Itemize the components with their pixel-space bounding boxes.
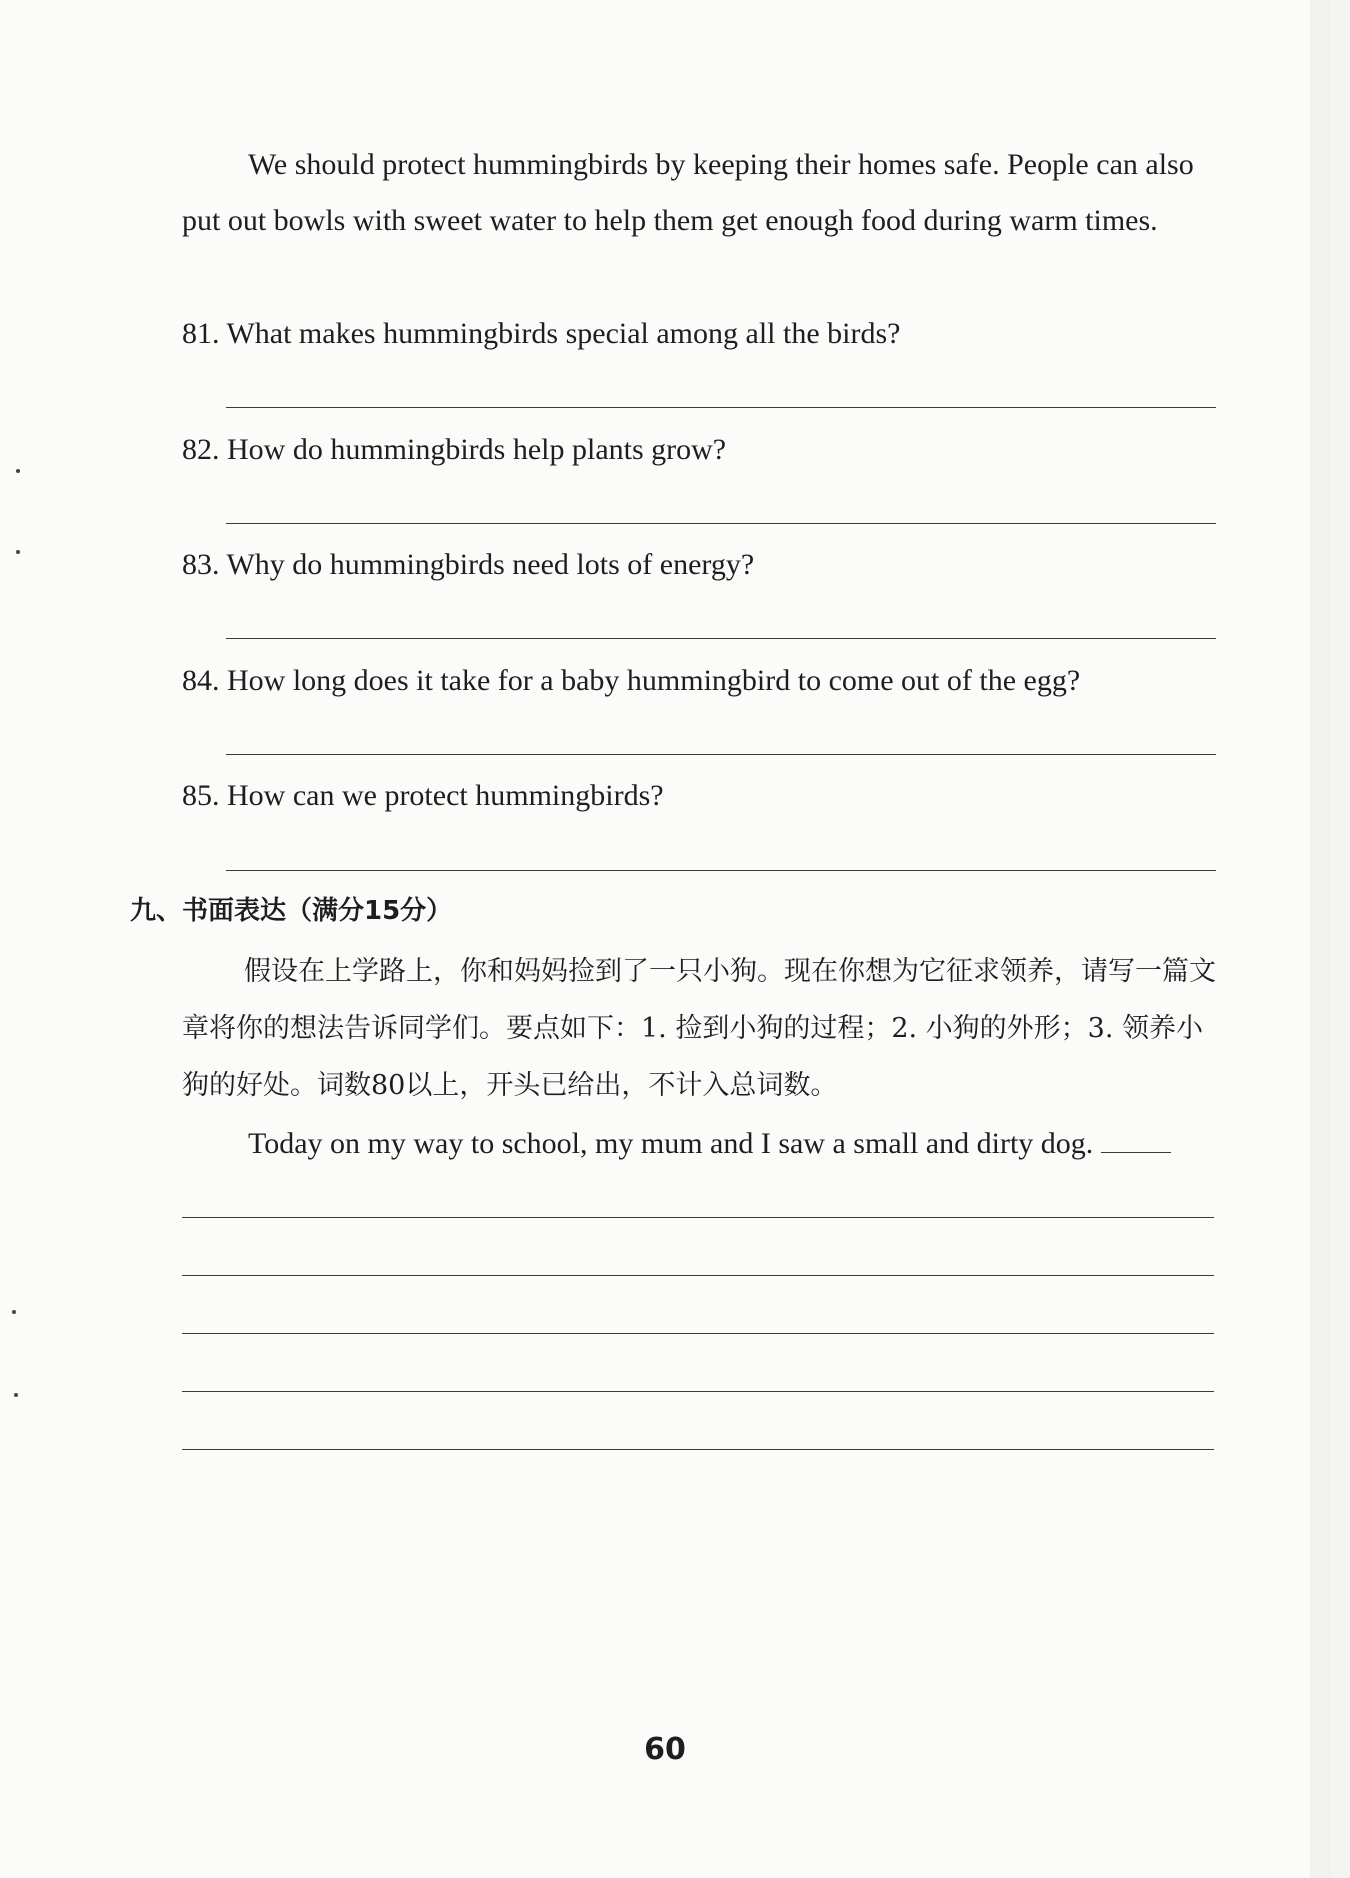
question-81	[182, 314, 1222, 354]
writing-starter	[248, 1124, 1171, 1164]
writing-instructions-text: 假设在上学路上，你和妈妈捡到了一只小狗。现在你想为它征求领养，请写一篇文章将你的想法告诉同学们。要点如下：1. 捡到小狗的过程；2. 小狗的外形；3. 领养小狗的好处。词数80以上，开头已给出，不计入总词数。	[182, 956, 1216, 1101]
writing-line[interactable]	[182, 1391, 1214, 1392]
writing-line[interactable]	[182, 1275, 1214, 1276]
writing-line[interactable]	[182, 1217, 1214, 1218]
answer-line-82[interactable]	[226, 523, 1216, 524]
answer-line-83[interactable]	[226, 638, 1216, 639]
question-84	[182, 661, 1222, 701]
starter-blank[interactable]	[1101, 1151, 1171, 1153]
question-number: 82.	[182, 433, 220, 466]
question-number: 81.	[182, 317, 220, 350]
writing-instructions	[182, 943, 1222, 1114]
writing-line[interactable]	[182, 1449, 1214, 1450]
scan-speck	[16, 550, 20, 554]
question-text: What makes hummingbirds special among all the birds?	[226, 317, 901, 350]
question-number: 83.	[182, 548, 220, 581]
answer-line-84[interactable]	[226, 754, 1216, 755]
scan-speck	[14, 1393, 18, 1397]
section-title: 九、书面表达（满分15分）	[130, 896, 453, 926]
question-text: How long does it take for a baby hummingbird to come out of the egg?	[227, 664, 1081, 697]
answer-line-85[interactable]	[226, 870, 1216, 871]
question-83	[182, 545, 1222, 585]
writing-line[interactable]	[182, 1333, 1214, 1334]
question-number: 85.	[182, 779, 220, 812]
question-text: Why do hummingbirds need lots of energy?	[226, 548, 755, 581]
page-edge	[1310, 0, 1330, 1878]
answer-line-81[interactable]	[226, 407, 1216, 408]
scan-speck	[16, 469, 20, 473]
question-82	[182, 430, 1222, 470]
question-text: How can we protect hummingbirds?	[227, 779, 664, 812]
reading-paragraph	[182, 137, 1212, 249]
question-text: How do hummingbirds help plants grow?	[227, 433, 727, 466]
question-number: 84.	[182, 664, 220, 697]
reading-paragraph-text: We should protect hummingbirds by keeping their homes safe. People can also put out bowls with sweet water to help them get enough food during warm times.	[182, 148, 1194, 237]
question-85	[182, 776, 1222, 816]
scan-speck	[12, 1310, 16, 1314]
writing-starter-text: Today on my way to school, my mum and I saw a small and dirty dog.	[248, 1127, 1094, 1160]
page-number: 60	[644, 1732, 686, 1767]
